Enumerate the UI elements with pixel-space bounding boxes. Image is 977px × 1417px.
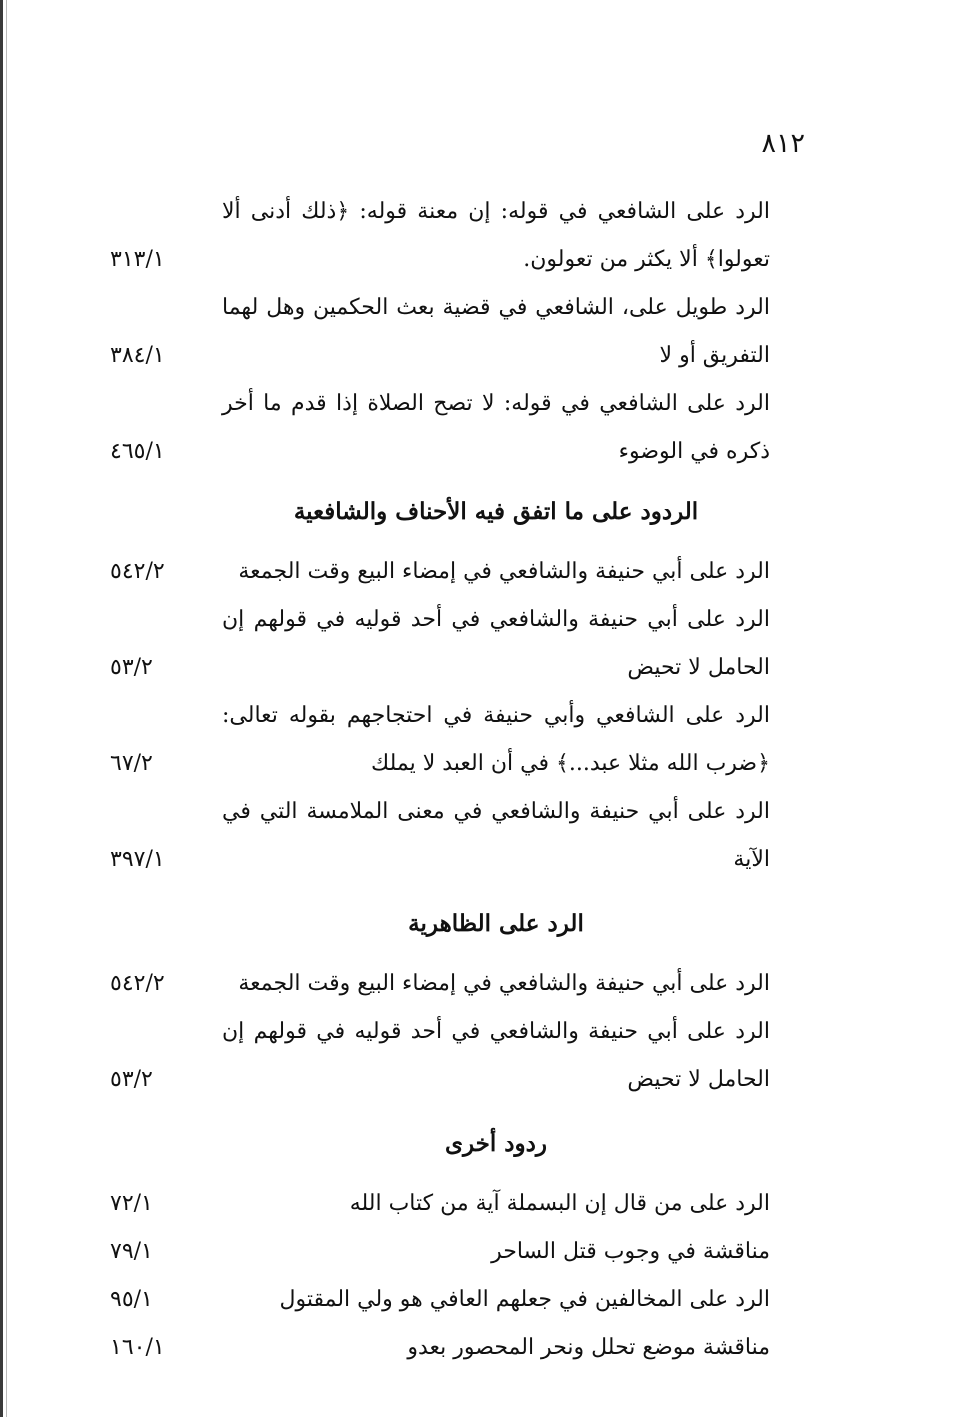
index-entry [110,692,770,788]
index-entry [110,960,770,1008]
index-entry [110,1324,770,1372]
entry-reference: ٤٦٥/١ [110,439,165,464]
page-number: ٨١٢ [761,128,805,159]
index-content [110,188,770,1372]
index-section [110,488,770,884]
section-heading: ردود أخرى [444,1130,547,1157]
entry-text: الرد على الشافعي وأبي حنيفة في احتجاجهم بقوله تعالى: ﴿ضرب الله مثلا عبد...﴾ في أن العبد لا يملك [222,703,770,776]
entry-text: الرد على أبي حنيفة والشافعي في أحد قوليه في قولهم إن الحامل لا تحيض [222,607,770,680]
index-entry [110,1180,770,1228]
entry-reference: ٣٨٤/١ [110,343,165,368]
entry-text: الرد على أبي حنيفة والشافعي في أحد قوليه في قولهم إن الحامل لا تحيض [222,1019,770,1092]
entry-reference: ٣٩٧/١ [110,847,165,872]
index-entry [110,188,770,284]
entry-reference: ٩٥/١ [110,1287,153,1312]
entry-text: الرد طويل على، الشافعي في قضية بعث الحكمين وهل لهما التفريق أو لا [222,295,770,368]
scan-edge-shadow [6,0,7,1417]
entry-text: الرد على أبي حنيفة والشافعي في معنى الملامسة التي في الآية [222,799,770,872]
entry-reference: ٧٩/١ [110,1239,153,1264]
index-section [110,900,770,1104]
entry-reference: ٥٤٢/٢ [110,559,165,584]
entry-reference: ٧٢/١ [110,1191,153,1216]
entry-text: الرد على من قال إن البسملة آية من كتاب الله [349,1191,770,1216]
scan-edge [0,0,3,1417]
section-heading: الرد على الظاهرية [408,910,584,937]
entry-reference: ٣١٣/١ [110,247,165,272]
entry-text: الرد على الشافعي في قوله: إن معنة قوله: ﴿ذلك أدنى ألا تعولوا﴾ ألا يكثر من تعولون. [222,199,770,272]
entry-reference: ٥٤٢/٢ [110,971,165,996]
index-entry [110,1008,770,1104]
entry-text: الرد على الشافعي في قوله: لا تصح الصلاة إذا قدم ما أخر ذكره في الوضوء [222,391,770,464]
entry-text: مناقشة في وجوب قتل الساحر [491,1239,770,1264]
entry-text: مناقشة موضع تحلل ونحر المحصور بعدو [407,1335,770,1360]
index-entry [110,596,770,692]
entry-text: الرد على أبي حنيفة والشافعي في إمضاء البيع وقت الجمعة [238,559,770,584]
entry-reference: ٦٧/٢ [110,751,153,776]
entry-reference: ٥٣/٢ [110,655,153,680]
section-heading: الردود على ما اتفق فيه الأحناف والشافعية [293,498,699,525]
entry-text: الرد على أبي حنيفة والشافعي في إمضاء البيع وقت الجمعة [238,971,770,996]
index-entry [110,788,770,884]
entry-reference: ٥٣/٢ [110,1067,153,1092]
index-entry [110,380,770,476]
index-entry [110,284,770,380]
index-entry [110,548,770,596]
index-entry [110,1276,770,1324]
index-section [110,1120,770,1372]
index-section [110,188,770,476]
entry-text: الرد على المخالفين في جعلهم العافي هو ولي المقتول [279,1287,770,1312]
entry-reference: ١٦٠/١ [110,1335,165,1360]
index-entry [110,1228,770,1276]
